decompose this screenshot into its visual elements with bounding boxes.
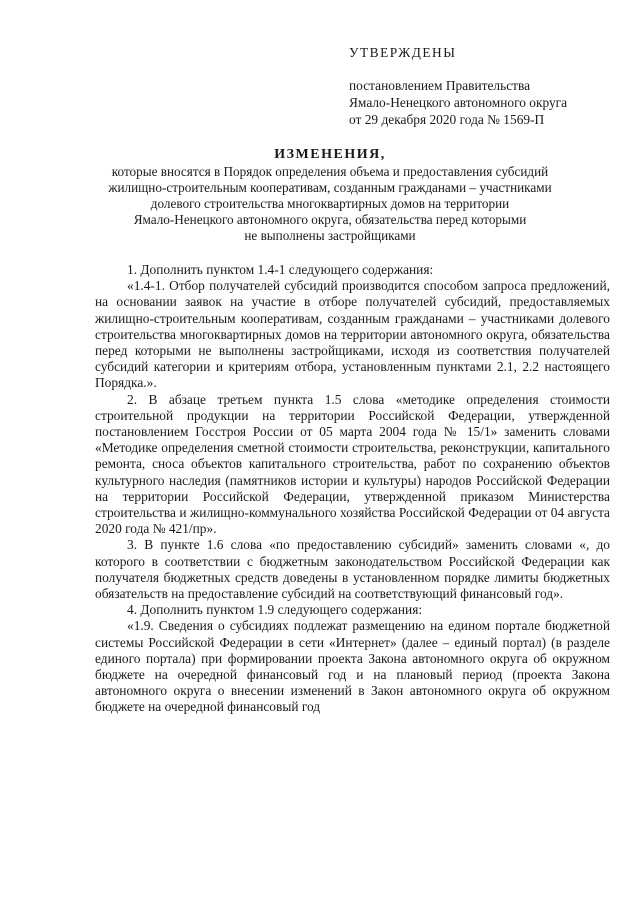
heading-subtitle-line: долевого строительства многоквартирных домов на территории — [150, 196, 510, 211]
paragraph: «1.4-1. Отбор получателей субсидий производится способом запроса предложений, на основании заявок на участие в отборе получателей субсидий, предоставляемых жилищно-строительным кооперативам, созданным гражданами – участниками долевого строительства многоквартирных домов на территории автономного округа, обязательства перед которыми не выполнены застройщиками, исходя из соответствия получателей субсидий категории и критериям отбора, установленным пунктами 2.1, 2.2 настоящего Порядка.». — [95, 278, 610, 391]
approval-line: Ямало-Ненецкого автономного округа — [349, 95, 568, 110]
paragraph: 3. В пункте 1.6 слова «по предоставлению субсидий» заменить словами «, до которого в соответствии с бюджетным законодательством Российской Федерации как получателя бюджетных средств доведены в установленном порядке лимиты бюджетных обязательств на предоставление субсидий на соответствующий финансовый год». — [95, 537, 610, 602]
heading-subtitle-line: не выполнены застройщиками — [244, 228, 416, 243]
document-heading — [70, 146, 590, 244]
heading-subtitle-line: которые вносятся в Порядок определения объема и предоставления субсидий — [111, 164, 549, 179]
approval-line: постановлением Правительства — [349, 78, 531, 93]
paragraph: 1. Дополнить пунктом 1.4-1 следующего содержания: — [127, 262, 434, 277]
document-body — [95, 262, 610, 716]
heading-subtitle-line: Ямало-Ненецкого автономного округа, обязательства перед которыми — [133, 212, 527, 227]
heading-title: ИЗМЕНЕНИЯ, — [274, 147, 386, 162]
approval-block — [349, 44, 619, 128]
paragraph: 4. Дополнить пунктом 1.9 следующего содержания: — [127, 602, 423, 618]
approval-line: от 29 декабря 2020 года № 1569-П — [349, 112, 545, 127]
approval-title: УТВЕРЖДЕНЫ — [349, 45, 457, 60]
paragraph: 2. В абзаце третьем пункта 1.5 слова «методике определения стоимости строительной продукции на территории Российской Федерации, утвержденной постановлением Госстроя России от 05 марта 2004 года № 15/1» заменить словами «Методике определения сметной стоимости строительства, реконструкции, капитального ремонта, сноса объектов капитального строительства, работ по сохранению объектов культурного наследия (памятников истории и культуры) народов Российской Федерации на территории Российской Федерации, утвержденной приказом Министерства строительства и жилищно-коммунального хозяйства Российской Федерации от 04 августа 2020 года № 421/пр». — [95, 391, 610, 537]
paragraph: «1.9. Сведения о субсидиях подлежат размещению на едином портале бюджетной системы Российской Федерации в сети «Интернет» (далее – единый портал) (в разделе единого портала) при формировании проекта Закона автономного округа об окружном бюджете на очередной финансовый год и на плановый период (проекта Закона автономного округа о внесении изменений в Закон автономного округа об окружном бюджете на очередной финансовый год — [95, 618, 610, 715]
heading-subtitle-line: жилищно-строительным кооперативам, созданным гражданами – участниками — [108, 180, 552, 195]
